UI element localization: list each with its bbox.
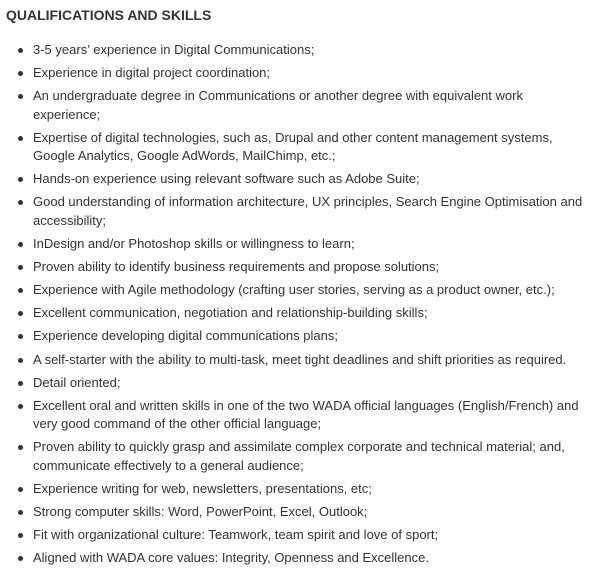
- bullet-icon: [18, 334, 23, 339]
- list-item: [6, 170, 600, 189]
- list-item-text: InDesign and/or Photoshop skills or willingness to learn;: [33, 236, 355, 252]
- bullet-icon: [18, 445, 23, 450]
- bullet-icon: [18, 510, 23, 515]
- list-item-text: Strong computer skills: Word, PowerPoint, Excel, Outlook;: [33, 504, 368, 519]
- list-item-text: Hands-on experience using relevant software such as Adobe Suite;: [33, 171, 420, 187]
- bullet-icon: [18, 288, 23, 293]
- bullet-icon: [18, 358, 23, 363]
- list-item-text: Excellent oral and written skills in one of the two WADA official languages (English/French) and very good command of the other official language;: [33, 397, 579, 432]
- section-title: QUALIFICATIONS AND SKILLS: [6, 7, 212, 23]
- list-item-text: Aligned with WADA core values: Integrity, Openness and Excellence.: [33, 550, 429, 566]
- bullet-icon: [18, 381, 23, 386]
- list-item: [6, 327, 600, 346]
- list-item: [6, 129, 600, 166]
- list-item: [6, 235, 600, 254]
- bullet-icon: [18, 177, 23, 182]
- list-item: [6, 281, 600, 300]
- list-item: [6, 41, 600, 60]
- list-item-text: Excellent communication, negotiation and relationship-building skills;: [33, 305, 428, 321]
- list-item-text: Good understanding of information architecture, UX principles, Search Engine Optimisation and accessibility;: [33, 194, 583, 228]
- bullet-icon: [18, 265, 23, 270]
- bullet-icon: [18, 48, 23, 53]
- list-item-text: An undergraduate degree in Communications or another degree with equivalent work experience;: [33, 88, 523, 122]
- list-item-text: 3-5 years’ experience in Digital Communications;: [33, 42, 315, 57]
- skills-list: [6, 41, 600, 568]
- bullet-icon: [18, 136, 23, 141]
- list-item-text: Fit with organizational culture: Teamwork, team spirit and love of sport;: [33, 527, 439, 543]
- list-item: [6, 351, 600, 370]
- bullet-icon: [18, 487, 23, 492]
- list-item: [6, 87, 600, 124]
- list-item: [6, 258, 600, 277]
- list-item: [6, 438, 600, 475]
- bullet-icon: [18, 404, 23, 409]
- list-item-text: Experience developing digital communications plans;: [33, 328, 338, 344]
- bullet-icon: [18, 242, 23, 247]
- list-item-text: Experience in digital project coordination;: [33, 65, 271, 81]
- list-item: [6, 374, 600, 393]
- list-item: [6, 304, 600, 323]
- list-item-text: Experience with Agile methodology (crafting user stories, serving as a product owner, etc.);: [33, 282, 555, 298]
- bullet-icon: [18, 533, 23, 538]
- list-item: [6, 397, 600, 434]
- list-item: [6, 480, 600, 499]
- list-item-text: A self-starter with the ability to multi-task, meet tight deadlines and shift priorities as required.: [33, 351, 567, 367]
- list-item: [6, 526, 600, 545]
- list-item-text: Experience writing for web, newsletters, presentations, etc;: [33, 480, 372, 496]
- list-item-text: Proven ability to quickly grasp and assimilate complex corporate and technical material; and, communicate effectively to a general audience;: [33, 439, 565, 473]
- bullet-icon: [18, 200, 23, 205]
- list-item: [6, 503, 600, 522]
- list-item-text: Proven ability to identify business requirements and propose solutions;: [33, 259, 440, 275]
- list-item: [6, 64, 600, 83]
- bullet-icon: [18, 71, 23, 76]
- list-item: [6, 549, 600, 568]
- list-item: [6, 193, 600, 230]
- list-item-text: Detail oriented;: [33, 374, 121, 390]
- list-item-text: Expertise of digital technologies, such as, Drupal and other content management systems, Google Analytics, Google AdWords, MailChimp, etc.;: [33, 129, 553, 164]
- bullet-icon: [18, 94, 23, 99]
- bullet-icon: [18, 556, 23, 561]
- bullet-icon: [18, 311, 23, 316]
